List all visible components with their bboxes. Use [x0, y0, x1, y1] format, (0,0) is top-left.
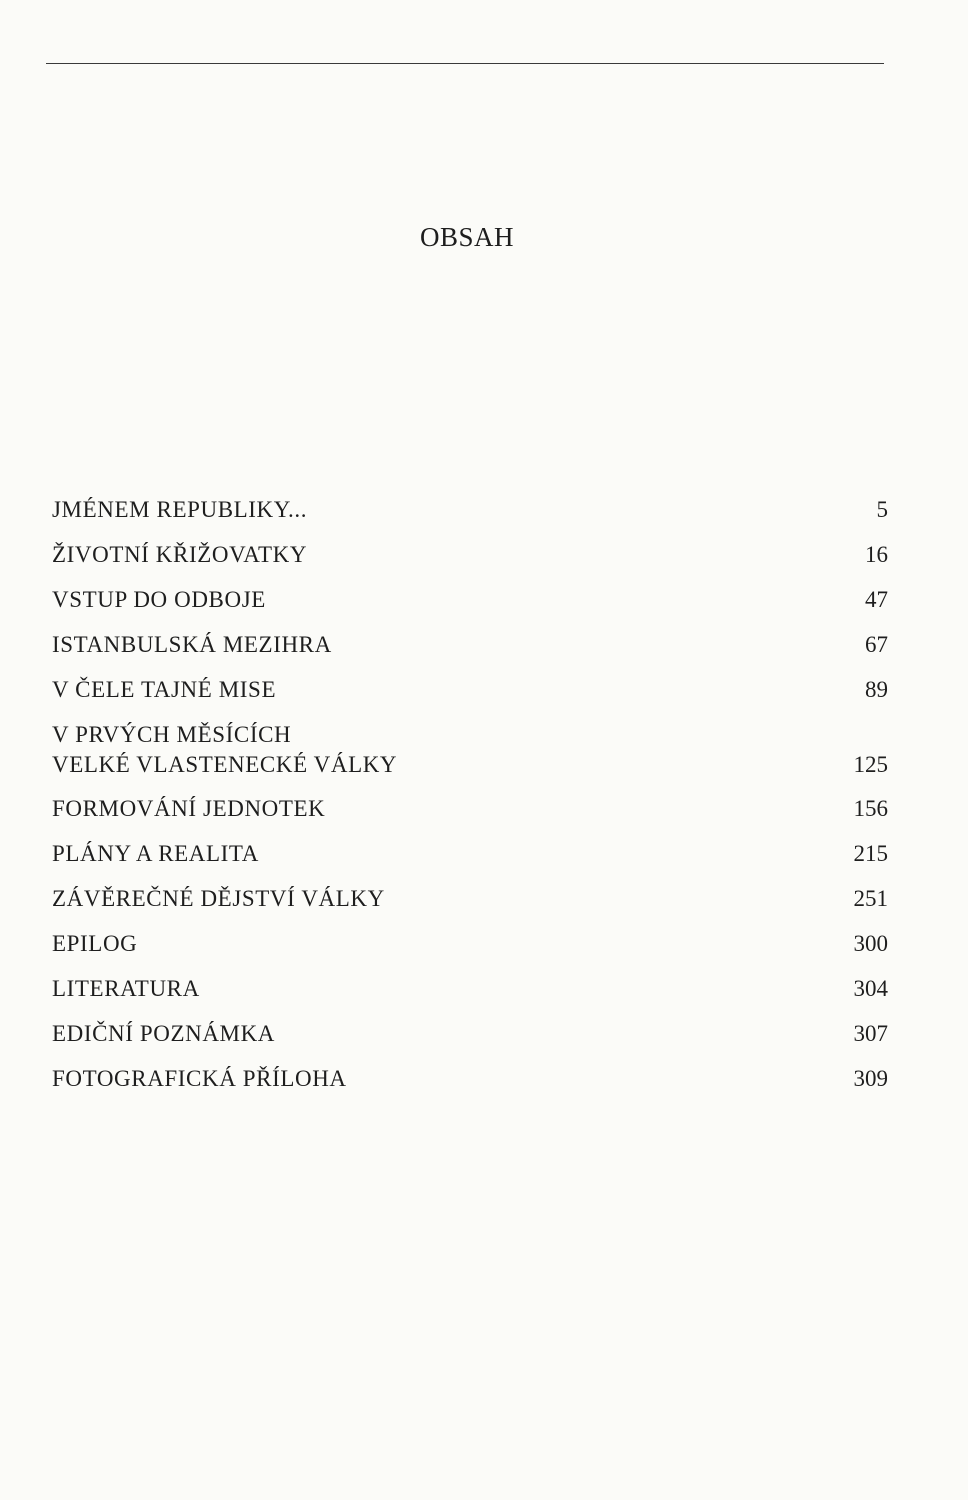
page-title: OBSAH [419, 222, 515, 252]
toc-entry-page: 307 [853, 1021, 888, 1046]
toc-entry [52, 974, 888, 1004]
toc-entry [52, 720, 888, 780]
toc-entry [52, 630, 888, 660]
top-rule [46, 63, 884, 64]
toc-entry-page: 309 [853, 1066, 888, 1091]
toc-entry-page: 125 [853, 752, 888, 777]
toc-entry-page: 215 [853, 841, 888, 866]
toc-entry-title: FORMOVÁNÍ JEDNOTEK [52, 796, 326, 821]
toc-entry-title: ZÁVĚREČNÉ DĚJSTVÍ VÁLKY [52, 886, 385, 911]
toc-entry [52, 1064, 888, 1094]
toc-entry [52, 540, 888, 570]
toc-entry-page: 5 [876, 497, 888, 522]
toc-entry [52, 585, 888, 615]
toc-entry-title: V PRVÝCH MĚSÍCÍCH VELKÉ VLASTENECKÉ VÁLKY [52, 722, 398, 777]
toc-entry [52, 495, 888, 525]
toc-entry-title: EPILOG [52, 931, 138, 956]
toc-entry-page: 304 [853, 976, 888, 1001]
toc-entry [52, 1019, 888, 1049]
toc-entry-title: PLÁNY A REALITA [52, 841, 259, 866]
toc-entry-title: ISTANBULSKÁ MEZIHRA [52, 632, 332, 657]
toc-entry [52, 884, 888, 914]
toc-entry-page: 67 [865, 632, 888, 657]
toc-entry-page: 47 [865, 587, 888, 612]
toc-entry [52, 794, 888, 824]
toc-entry-title: VSTUP DO ODBOJE [52, 587, 266, 612]
toc-entry-title: FOTOGRAFICKÁ PŘÍLOHA [52, 1066, 347, 1091]
toc-entry-page: 89 [865, 677, 888, 702]
toc-entry-page: 16 [865, 542, 888, 567]
toc-entry-title: V ČELE TAJNÉ MISE [52, 677, 277, 702]
toc-entry-page: 156 [853, 796, 888, 821]
toc-entry-title: LITERATURA [52, 976, 200, 1001]
toc-entry [52, 839, 888, 869]
toc-entry [52, 675, 888, 705]
toc-entry-page: 300 [853, 931, 888, 956]
toc-entry [52, 929, 888, 959]
toc-entry-title: JMÉNEM REPUBLIKY... [52, 497, 308, 522]
toc-entry-title: EDIČNÍ POZNÁMKA [52, 1021, 276, 1046]
toc-entry-page: 251 [853, 886, 888, 911]
toc-entry-title: ŽIVOTNÍ KŘIŽOVATKY [52, 542, 308, 567]
